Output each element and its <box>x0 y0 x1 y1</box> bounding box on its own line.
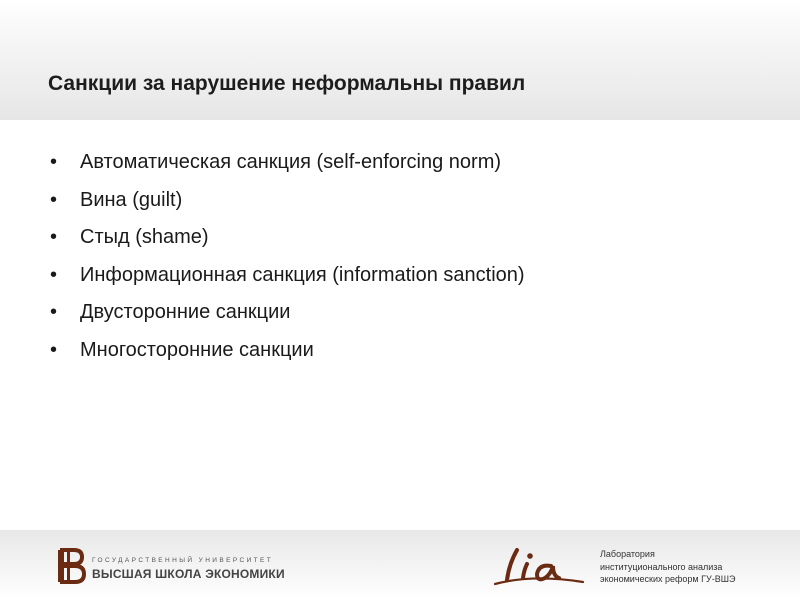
bullet-icon: • <box>50 151 58 173</box>
slide-title: Санкции за нарушение неформальны правил <box>48 72 526 95</box>
bullet-text: Вина (guilt) <box>80 188 183 211</box>
lab-caption-line: институционального анализа <box>600 561 723 572</box>
lab-caption <box>600 548 735 586</box>
bullet-icon: • <box>50 338 58 361</box>
bullet-icon: • <box>50 226 58 248</box>
bullet-icon: • <box>50 263 58 286</box>
header-band <box>0 0 800 120</box>
lab-caption-line: экономических реформ ГУ-ВШЭ <box>600 574 736 584</box>
university-line2: ВЫСШАЯ ШКОЛА ЭКОНОМИКИ <box>92 567 285 581</box>
bullet-icon: • <box>50 301 58 323</box>
bullet-text: Стыд (shame) <box>80 226 209 248</box>
bullet-text: Двусторонние санкции <box>80 301 291 323</box>
hse-emblem-icon <box>56 546 86 586</box>
bullet-text: Информационная санкция (information sanction) <box>80 263 525 286</box>
lab-caption-line: Лаборатория <box>600 549 655 559</box>
lab-logo-icon <box>493 544 585 588</box>
bullet-text: Многосторонние санкции <box>80 338 314 361</box>
bullet-text: Автоматическая санкция (self-enforcing norm) <box>80 151 502 173</box>
university-line1: ГОСУДАРСТВЕННЫЙ УНИВЕРСИТЕТ <box>92 557 274 564</box>
bullet-icon: • <box>50 188 58 211</box>
